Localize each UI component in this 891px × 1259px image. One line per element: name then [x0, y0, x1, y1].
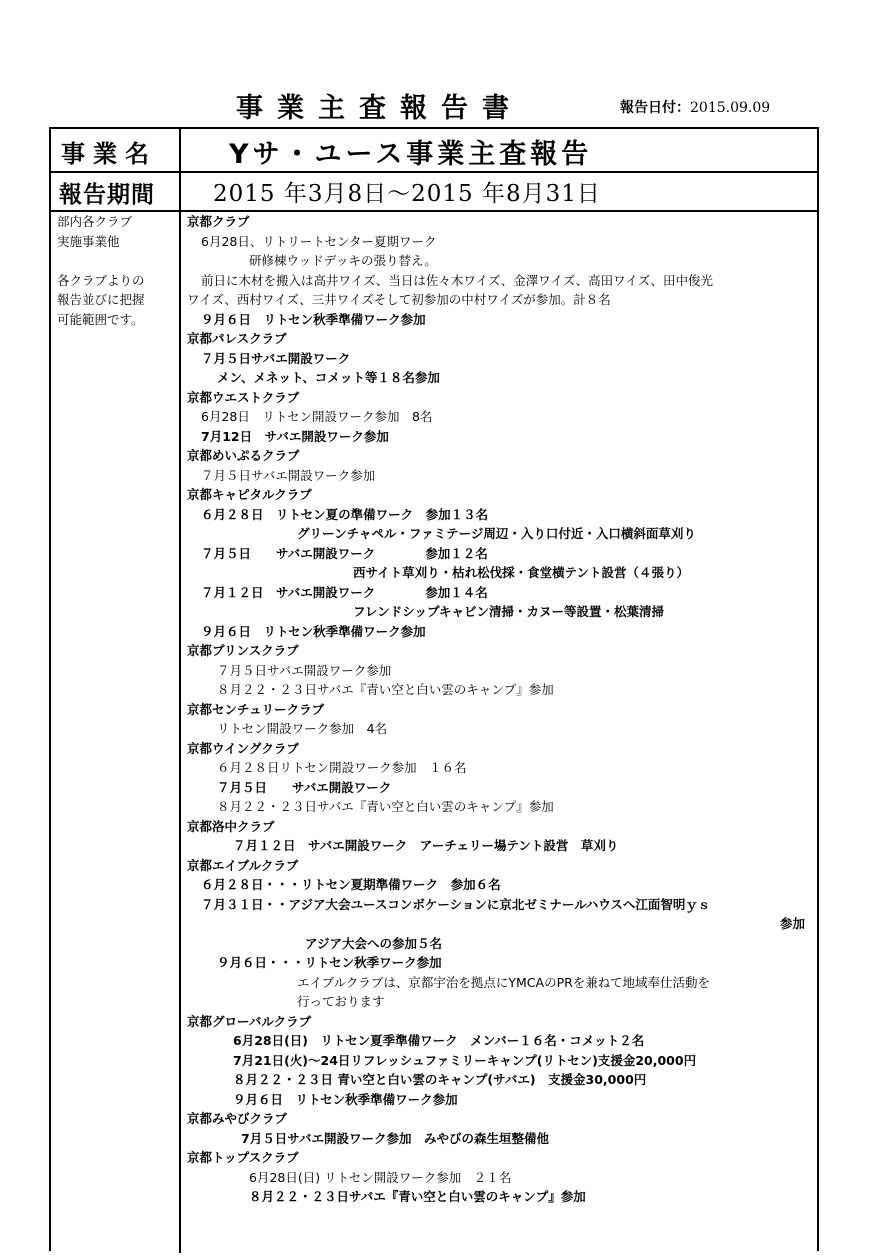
club-heading: 京都センチュリークラブ — [187, 701, 325, 717]
document-title: 事業主査報告書 — [236, 93, 523, 124]
content-line: ７月５日サバエ開設ワーク参加 — [201, 467, 376, 483]
content-line: ７月１２日 サバエ開設ワーク 参加１４名 — [201, 584, 488, 600]
club-heading: 京都パレスクラブ — [187, 331, 287, 346]
event-name-label: 事業名 — [61, 140, 157, 168]
report-date-value: 2015.09.09 — [690, 100, 771, 116]
content-line: 西サイト草刈り・枯れ松伐採・食堂横テント設営（４張り） — [353, 565, 690, 580]
content-line: 研修棟ウッドデッキの張り替え。 — [249, 253, 437, 268]
content-line: グリーンチャペル・ファミテージ周辺・入り口付近・入口横斜面草刈り — [297, 526, 696, 541]
content-line: 6月28日 リトセン開設ワーク参加 8名 — [201, 409, 433, 424]
report-period-row — [51, 173, 817, 212]
content-line: ９月６日 リトセン秋季準備ワーク参加 — [233, 1091, 458, 1107]
club-heading: 京都プリンスクラブ — [187, 643, 299, 658]
content-line: 7月５日サバエ開設ワーク参加 みやびの森生垣整備他 — [241, 1130, 549, 1146]
club-heading: 京都クラブ — [187, 214, 250, 229]
content-line: ８月２２・２３日サバエ『青い空と白い雲のキャンプ』参加 — [217, 682, 554, 697]
content-line: ７月５日サバエ開設ワーク参加 — [217, 662, 392, 678]
club-heading: 京都めいぷるクラブ — [187, 448, 300, 463]
note-line: 各クラブよりの — [57, 272, 145, 288]
content-line: 行っております — [297, 994, 385, 1009]
content-line: ７月５日 サバエ開設ワーク — [217, 779, 392, 795]
event-name-value: Yサ・ユース事業主査報告 — [229, 139, 593, 170]
note-line: 部内各クラブ — [57, 214, 133, 229]
content-line: ６月２８日 リトセン夏の準備ワーク 参加１３名 — [201, 506, 489, 522]
club-heading: 京都グローバルクラブ — [187, 1013, 312, 1029]
content-line: アジア大会への参加５名 — [305, 935, 443, 951]
content-line: ９月６日・・・リトセン秋季ワーク参加 — [217, 955, 442, 970]
left-notes — [57, 212, 145, 329]
club-heading: 京都ウエストクラブ — [187, 389, 300, 405]
note-line: 可能範囲です。 — [57, 311, 144, 327]
note-line: 実施事業他 — [57, 233, 120, 249]
club-heading: 京都みやびクラブ — [187, 1111, 288, 1126]
club-heading: 京都洛中クラブ — [187, 818, 275, 834]
report-date-label: 報告日付： — [620, 100, 690, 116]
content-line: ７月１２日 サバエ開設ワーク アーチェリー場テント設営 草刈り — [233, 838, 619, 853]
column-divider — [179, 129, 181, 1253]
content-line: 6月28日(日) リトセン夏季準備ワーク メンバー１６名・コメット２名 — [233, 1033, 645, 1048]
content-line: 6月28日、リトリートセンター夏期ワーク — [201, 233, 437, 249]
content-line: 7月12日 サバエ開設ワーク参加 — [201, 428, 389, 444]
content-line: ６月２８日リトセン開設ワーク参加 １６名 — [217, 760, 467, 775]
content-line: エイブルクラブは、京都宇治を拠点にYMCAのPRを兼ねて地域奉仕活動を — [297, 974, 710, 990]
club-heading: 京都トップスクラブ — [187, 1150, 299, 1165]
report-period-label: 報告期間 — [59, 182, 155, 208]
content-line: メン、メネット、コメット等１８名参加 — [217, 370, 440, 385]
content-line: ７月５日 サバエ開設ワーク 参加１２名 — [201, 545, 488, 561]
content-line: ８月２２・２３日サバエ『青い空と白い雲のキャンプ』参加 — [249, 1189, 586, 1204]
content-line: ワイズ、西村ワイズ、三井ワイズそして初参加の中村ワイズが参加。計８名 — [187, 292, 611, 307]
club-heading: 京都ウイングクラブ — [187, 740, 299, 756]
content-line: ９月６日 リトセン秋季準備ワーク参加 — [201, 311, 426, 327]
club-heading: 京都キャピタルクラブ — [187, 487, 312, 502]
note-line: 報告並びに把握 — [57, 292, 145, 307]
content-line: ７月３１日・・アジア大会ユースコンボケーションに京北ゼミナールハウスへ江面智明ｙｓ — [201, 896, 711, 912]
content-line: ９月６日 リトセン秋季準備ワーク参加 — [201, 623, 426, 639]
content-line: 前日に木材を搬入は高井ワイズ、当日は佐々木ワイズ、金澤ワイズ、高田ワイズ、田中俊光 — [201, 272, 714, 288]
report-period-value: 2015 年3月8日～2015 年8月31日 — [213, 181, 601, 207]
content-line: 7月21日(火)～24日リフレッシュファミリーキャンプ(リトセン)支援金20,000円 — [233, 1052, 697, 1068]
content-line: ８月２２・２３日サバエ『青い空と白い雲のキャンプ』参加 — [217, 799, 554, 814]
content-line: 6月28日(日) リトセン開設ワーク参加 ２１名 — [249, 1169, 512, 1185]
club-heading: 京都エイブルクラブ — [187, 857, 299, 873]
report-date — [620, 97, 770, 117]
event-name-row — [51, 129, 817, 173]
content-line: 参加 — [779, 916, 805, 931]
club-activity-report — [187, 212, 815, 1207]
content-line: リトセン開設ワーク参加 4名 — [217, 721, 388, 736]
content-line: ８月２２・２３日 青い空と白い雲のキャンプ(サバエ) 支援金30,000円 — [233, 1072, 647, 1087]
content-line: ６月２８日・・・リトセン夏期準備ワーク 参加６名 — [201, 877, 501, 892]
content-line: ７月５日サバエ開設ワーク — [201, 350, 351, 366]
content-line: フレンドシップキャビン清掃・カヌー等設置・松葉清掃 — [353, 604, 664, 619]
